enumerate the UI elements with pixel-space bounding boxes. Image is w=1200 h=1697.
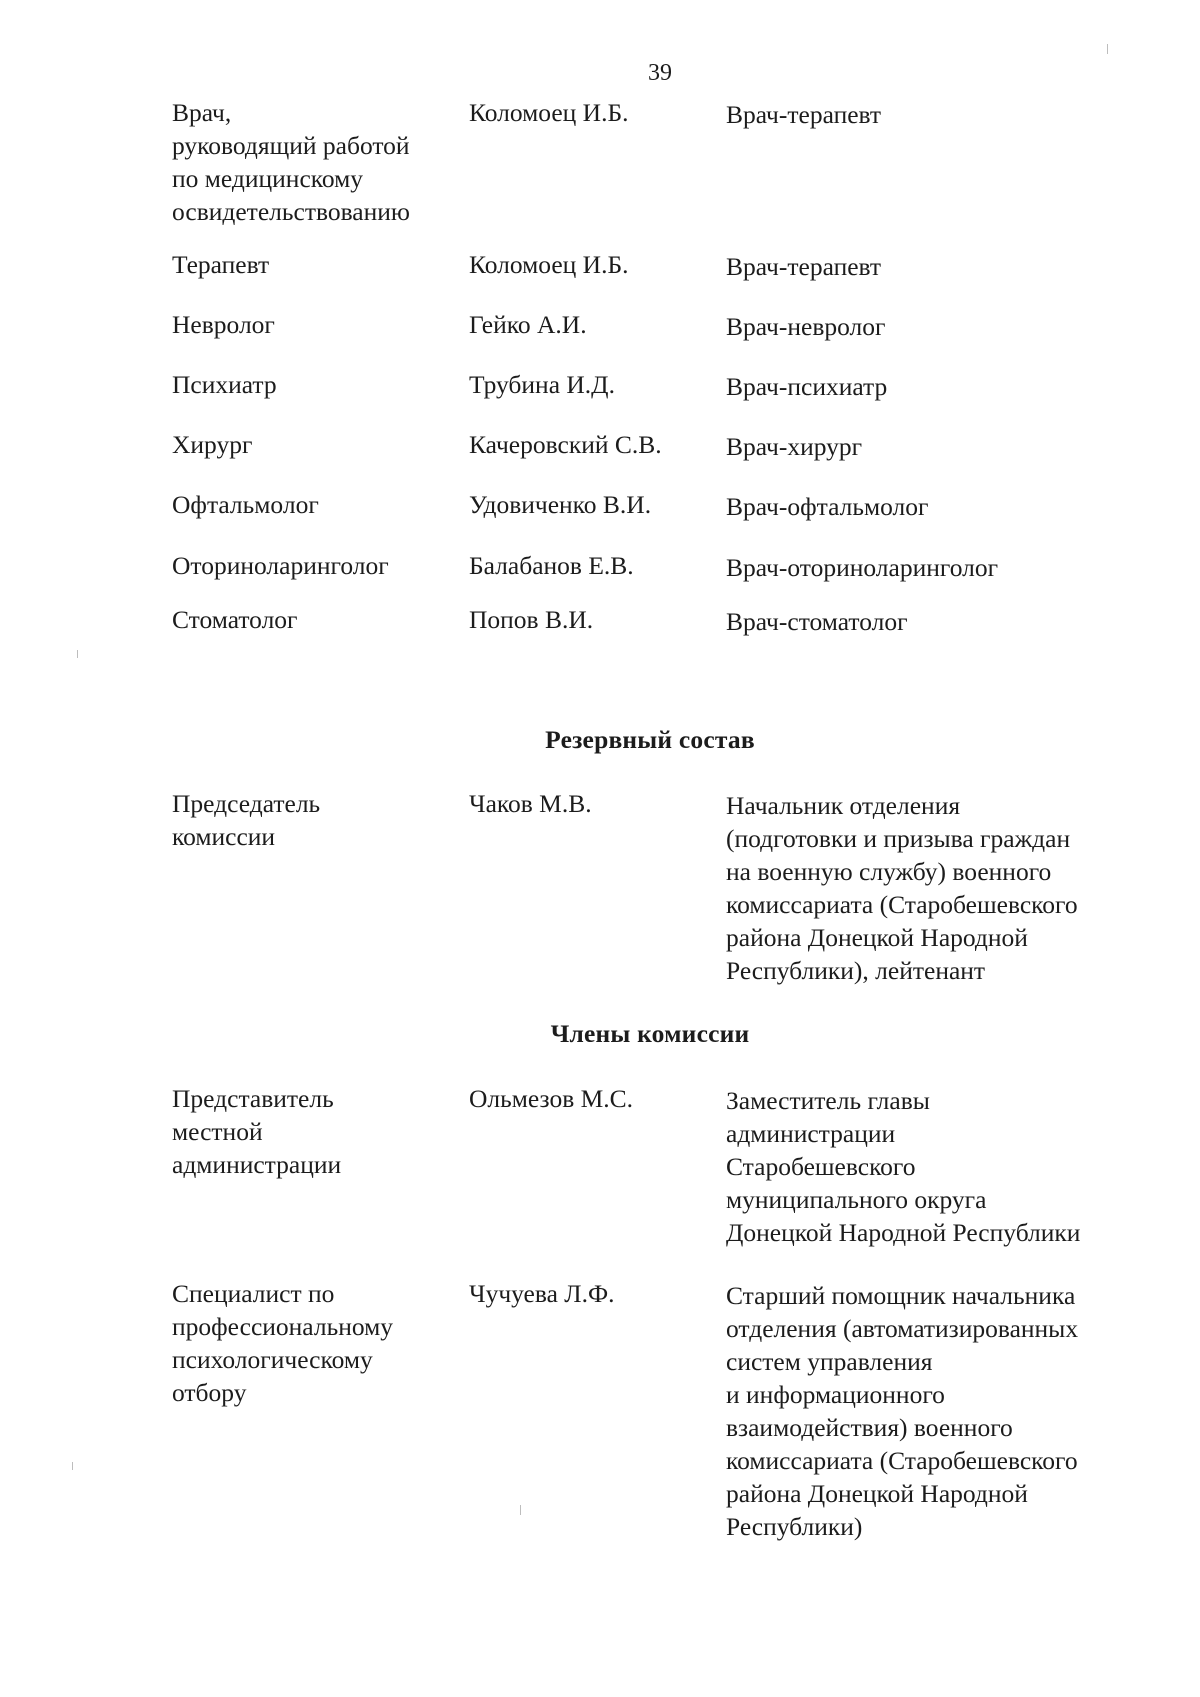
role-cell: Терапевт — [172, 250, 270, 279]
members-heading: Члены комиссии — [550, 1019, 750, 1048]
table-row — [172, 488, 1132, 549]
scan-artifact — [77, 650, 78, 658]
position-cell: Врач-хирург — [726, 432, 863, 461]
position-cell: Врач-офтальмолог — [726, 492, 929, 521]
name-cell: Попов В.И. — [469, 605, 594, 634]
role-cell: Хирург — [172, 430, 253, 459]
position-cell: Начальник отделения (подготовки и призыва граждан на военную службу) военного комиссариата (Старобешевского района Донецкой Народной Республики), лейтенант — [726, 791, 1078, 985]
name-cell: Качеровский С.В. — [469, 430, 662, 459]
table-row — [172, 549, 1132, 603]
table-row — [172, 368, 1132, 428]
name-cell: Трубина И.Д. — [469, 370, 615, 399]
role-cell: Невролог — [172, 310, 275, 339]
reserve-table — [172, 787, 1132, 987]
name-cell: Коломоец И.Б. — [469, 250, 629, 279]
name-cell: Балабанов Е.В. — [469, 551, 634, 580]
main-staff-table — [172, 96, 1132, 246]
table-row — [172, 428, 1132, 488]
name-cell: Чучуева Л.Ф. — [469, 1279, 615, 1308]
role-cell: Врач, руководящий работой по медицинскому освидетельствованию — [172, 98, 410, 226]
name-cell: Удовиченко В.И. — [469, 490, 652, 519]
table-row — [172, 308, 1132, 368]
role-cell: Оториноларинголог — [172, 551, 389, 580]
table-row — [172, 248, 1132, 308]
position-cell: Врач-стоматолог — [726, 607, 908, 636]
name-cell: Ольмезов М.С. — [469, 1084, 634, 1113]
role-cell: Председатель комиссии — [172, 789, 321, 851]
role-cell: Представитель местной администрации — [172, 1084, 342, 1179]
position-cell: Заместитель главы администрации Старобешевского муниципального округа Донецкой Народной Республики — [726, 1086, 1081, 1247]
scan-artifact — [520, 1505, 521, 1515]
position-cell: Врач-терапевт — [726, 100, 882, 129]
scan-artifact — [1107, 44, 1108, 54]
name-cell: Чаков М.В. — [469, 789, 592, 818]
position-cell: Врач-оториноларинголог — [726, 553, 999, 582]
table-row — [172, 96, 1132, 246]
role-cell: Стоматолог — [172, 605, 298, 634]
position-cell: Старший помощник начальника отделения (автоматизированных систем управления и информационного взаимодействия) военного комиссариата (Старобешевского района Донецкой Народной Республики) — [726, 1281, 1079, 1541]
scan-artifact — [72, 1462, 73, 1470]
table-row — [172, 787, 1132, 987]
role-cell: Специалист по профессиональному психологическому отбору — [172, 1279, 393, 1407]
reserve-heading: Резервный состав — [545, 725, 755, 754]
page-number: 39 — [648, 60, 672, 86]
table-row — [172, 1277, 1132, 1543]
name-cell: Гейко А.И. — [469, 310, 587, 339]
table-row — [172, 603, 1132, 653]
role-cell: Офтальмолог — [172, 490, 319, 519]
position-cell: Врач-психиатр — [726, 372, 888, 401]
members-table — [172, 1082, 1132, 1543]
name-cell: Коломоец И.Б. — [469, 98, 629, 127]
main-staff-table-cont — [172, 248, 1132, 653]
table-row — [172, 1082, 1132, 1277]
position-cell: Врач-невролог — [726, 312, 886, 341]
role-cell: Психиатр — [172, 370, 277, 399]
position-cell: Врач-терапевт — [726, 252, 882, 281]
